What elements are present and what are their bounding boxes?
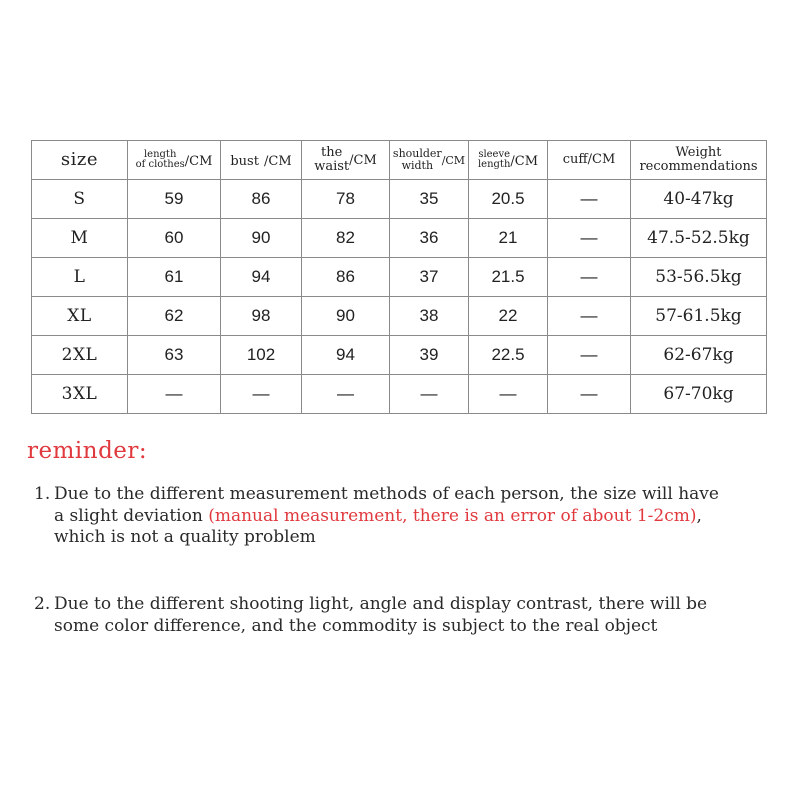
cell-weight: 57-61.5kg	[631, 297, 767, 336]
cell-waist: 78	[302, 180, 390, 219]
header-waist-unit: /CM	[349, 153, 377, 169]
table-header-row	[32, 141, 767, 180]
cell-shoulder: —	[390, 375, 469, 414]
cell-shoulder: 36	[390, 219, 469, 258]
header-bust-unit: /CM	[264, 153, 292, 169]
note-1-text-highlight: (manual measurement, there is an error of about 1-2cm)	[208, 505, 697, 526]
note-1-text-before: Due to the different measurement methods of each person, the size will have a slight deviation	[54, 484, 719, 526]
header-sleeve	[469, 141, 548, 180]
note-1-text-after: , which is not a quality problem	[54, 505, 702, 547]
cell-sleeve: 21.5	[469, 258, 548, 297]
header-shoulder-bottom: width	[401, 159, 434, 172]
table-row	[32, 375, 767, 414]
cell-waist: —	[302, 375, 390, 414]
cell-bust: 102	[221, 336, 302, 375]
reminder-title: reminder:	[27, 438, 148, 464]
header-waist	[302, 141, 390, 180]
cell-bust: 86	[221, 180, 302, 219]
cell-shoulder: 38	[390, 297, 469, 336]
cell-waist: 82	[302, 219, 390, 258]
cell-sleeve: 21	[469, 219, 548, 258]
cell-bust: —	[221, 375, 302, 414]
cell-size: S	[32, 180, 128, 219]
header-cuff: cuff/CM	[548, 141, 631, 180]
header-sleeve-bottom: length	[477, 159, 511, 170]
cell-length: 62	[128, 297, 221, 336]
reminder-note-2	[34, 594, 734, 637]
size-chart-table	[31, 140, 767, 414]
cell-cuff: —	[548, 297, 631, 336]
note-1-index: 1.	[34, 484, 51, 504]
cell-weight: 53-56.5kg	[631, 258, 767, 297]
header-waist-bottom: waist	[314, 159, 350, 174]
cell-size: 3XL	[32, 375, 128, 414]
cell-sleeve: 20.5	[469, 180, 548, 219]
cell-sleeve: —	[469, 375, 548, 414]
cell-cuff: —	[548, 258, 631, 297]
note-2-index: 2.	[34, 594, 51, 614]
cell-bust: 90	[221, 219, 302, 258]
header-weight-top: Weight	[675, 144, 722, 160]
cell-length: —	[128, 375, 221, 414]
cell-shoulder: 39	[390, 336, 469, 375]
header-length-unit: /CM	[184, 153, 213, 169]
cell-length: 61	[128, 258, 221, 297]
header-sleeve-unit: /CM	[510, 153, 539, 169]
cell-weight: 67-70kg	[631, 375, 767, 414]
header-shoulder-top: shoulder	[392, 147, 442, 161]
header-length	[128, 141, 221, 180]
note-1-text	[34, 484, 734, 549]
table-row	[32, 297, 767, 336]
cell-size: L	[32, 258, 128, 297]
header-weight-bottom: recommendations	[639, 159, 758, 174]
header-length-bottom: of clothes	[135, 159, 185, 170]
cell-size: M	[32, 219, 128, 258]
cell-cuff: —	[548, 336, 631, 375]
cell-waist: 90	[302, 297, 390, 336]
cell-size: 2XL	[32, 336, 128, 375]
header-shoulder-unit: /CM	[441, 154, 466, 168]
cell-sleeve: 22.5	[469, 336, 548, 375]
cell-weight: 40-47kg	[631, 180, 767, 219]
header-shoulder	[390, 141, 469, 180]
note-2-text: Due to the different shooting light, angle and display contrast, there will be some color difference, and the commodity is subject to the real object	[54, 594, 708, 636]
header-size: size	[32, 141, 128, 180]
cell-weight: 47.5-52.5kg	[631, 219, 767, 258]
header-waist-top: the	[321, 145, 343, 161]
cell-bust: 98	[221, 297, 302, 336]
header-length-top: length	[143, 148, 177, 160]
header-weight	[631, 141, 767, 180]
cell-length: 63	[128, 336, 221, 375]
table-row	[32, 180, 767, 219]
cell-cuff: —	[548, 375, 631, 414]
table-row	[32, 336, 767, 375]
cell-bust: 94	[221, 258, 302, 297]
cell-weight: 62-67kg	[631, 336, 767, 375]
cell-cuff: —	[548, 219, 631, 258]
header-bust	[221, 141, 302, 180]
cell-shoulder: 37	[390, 258, 469, 297]
cell-waist: 94	[302, 336, 390, 375]
cell-length: 60	[128, 219, 221, 258]
cell-waist: 86	[302, 258, 390, 297]
header-sleeve-top: sleeve	[478, 148, 511, 160]
header-bust-label: bust	[230, 153, 259, 169]
reminder-note-1	[34, 484, 734, 549]
cell-shoulder: 35	[390, 180, 469, 219]
cell-size: XL	[32, 297, 128, 336]
table-row	[32, 219, 767, 258]
table-row	[32, 258, 767, 297]
cell-length: 59	[128, 180, 221, 219]
cell-sleeve: 22	[469, 297, 548, 336]
cell-cuff: —	[548, 180, 631, 219]
